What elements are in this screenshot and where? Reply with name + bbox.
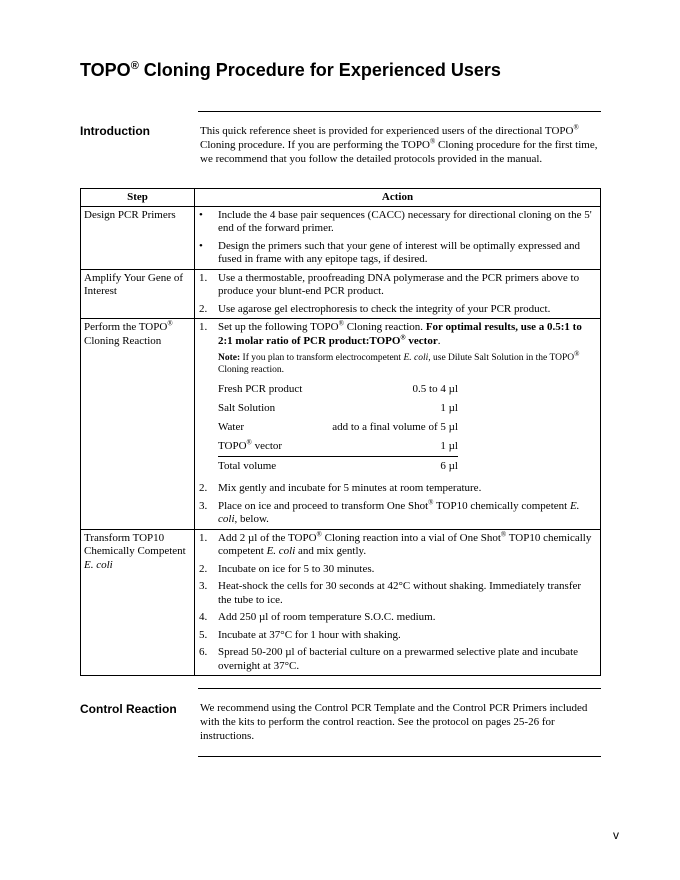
reaction-mix-table — [218, 382, 594, 478]
step-column-header: Step — [81, 189, 195, 207]
list-item: 1. Use a thermostable, proofreading DNA polymerase and the PCR primers above to produce your blunt-end PCR product. — [199, 271, 580, 297]
list-item: • Design the primers such that your gene of interest will be optimally expressed and fused in frame with any epitope tags, if desired. — [199, 239, 580, 265]
divider — [198, 688, 601, 689]
action-amplify — [195, 269, 601, 319]
registered-mark: ® — [130, 60, 139, 72]
control-reaction-text: We recommend using the Control PCR Template and the Control PCR Primers included with the kits to perform the control reaction. See the protocol on pages 25-26 for instructions. — [200, 702, 588, 742]
action-transform — [195, 529, 601, 676]
mix-label: Total volume — [218, 460, 277, 472]
mix-label: Salt Solution — [218, 402, 276, 414]
step-transform: Transform TOP10 Chemically Competent E. coli — [81, 529, 195, 676]
introduction-label: Introduction — [80, 124, 150, 138]
divider — [198, 756, 601, 757]
control-reaction-label: Control Reaction — [80, 702, 177, 716]
mix-amount: 1 µl — [308, 439, 458, 457]
list-item: 2. Use agarose gel electrophoresis to check the integrity of your PCR product. — [199, 302, 551, 315]
page-title: TOPO® Cloning Procedure for Experienced Users — [80, 60, 501, 80]
step-perform: Perform the TOPO® Cloning Reaction — [81, 319, 195, 530]
list-item: 2. Mix gently and incubate for 5 minutes at room temperature. — [199, 482, 482, 494]
list-item: 6. Spread 50-200 µl of bacterial culture on a prewarmed selective plate and incubate overnight at 37°C. — [199, 646, 579, 672]
action-column-header: Action — [195, 189, 601, 207]
page-number: v — [613, 828, 619, 842]
action-perform — [195, 319, 601, 530]
step-design: Design PCR Primers — [81, 206, 195, 269]
table-header-row — [81, 189, 601, 207]
list-item: 3. Heat-shock the cells for 30 seconds at 42°C without shaking. Immediately transfer the tube to ice. — [199, 580, 582, 606]
table-row — [81, 319, 601, 530]
list-item: 4. Add 250 µl of room temperature S.O.C. medium. — [199, 611, 436, 623]
table-row — [81, 206, 601, 269]
list-item: • Include the 4 base pair sequences (CACC) necessary for directional cloning on the 5' end of the forward primer. — [199, 208, 592, 234]
table-row — [81, 269, 601, 319]
step-amplify: Amplify Your Gene of Interest — [81, 269, 195, 319]
mix-label: Fresh PCR product — [218, 383, 303, 395]
note: Note: If you plan to transform electrocompetent E. coli, use Dilute Salt Solution in the TOPO® Cloning reaction. — [218, 349, 580, 375]
table-row — [81, 529, 601, 676]
procedure-table — [80, 188, 601, 676]
mix-amount: 6 µl — [440, 460, 458, 472]
list-item: 2. Incubate on ice for 5 to 30 minutes. — [199, 562, 375, 575]
mix-label: TOPO® vector — [218, 439, 308, 457]
mix-water-row: Water add to a final volume of 5 µl — [218, 421, 458, 433]
list-item: 1. Set up the following TOPO® Cloning reaction. For optimal results, use a 0.5:1 to 2:1 molar ratio of PCR product:TOPO® vector. Note: If you plan to transform electrocompetent E. coli, use Dilute Salt Solution in the TOPO® Cloning reaction. Fresh PCR product 0.5 to 4 µl Salt Solution 1 µl Water add to a final volume of 5 µl TOPO® vector 1 µl Total volume 6 µl — [199, 321, 594, 478]
list-item: 3. Place on ice and proceed to transform One Shot® TOP10 chemically competent E. coli, below. — [199, 497, 580, 525]
mix-amount: 1 µl — [440, 402, 458, 414]
divider — [198, 111, 601, 112]
mix-amount: 0.5 to 4 µl — [412, 383, 458, 395]
introduction-text: This quick reference sheet is provided for experienced users of the directional TOPO® Cloning procedure. If you are performing the TOPO® Cloning procedure for the first time, we recommend that you follow the detailed protocols provided in the manual. — [200, 123, 598, 165]
action-design — [195, 206, 601, 269]
list-item: 1. Add 2 µl of the TOPO® Cloning reaction into a vial of One Shot® TOP10 chemically competent E. coli and mix gently. — [199, 529, 592, 557]
list-item: 5. Incubate at 37°C for 1 hour with shaking. — [199, 628, 401, 641]
